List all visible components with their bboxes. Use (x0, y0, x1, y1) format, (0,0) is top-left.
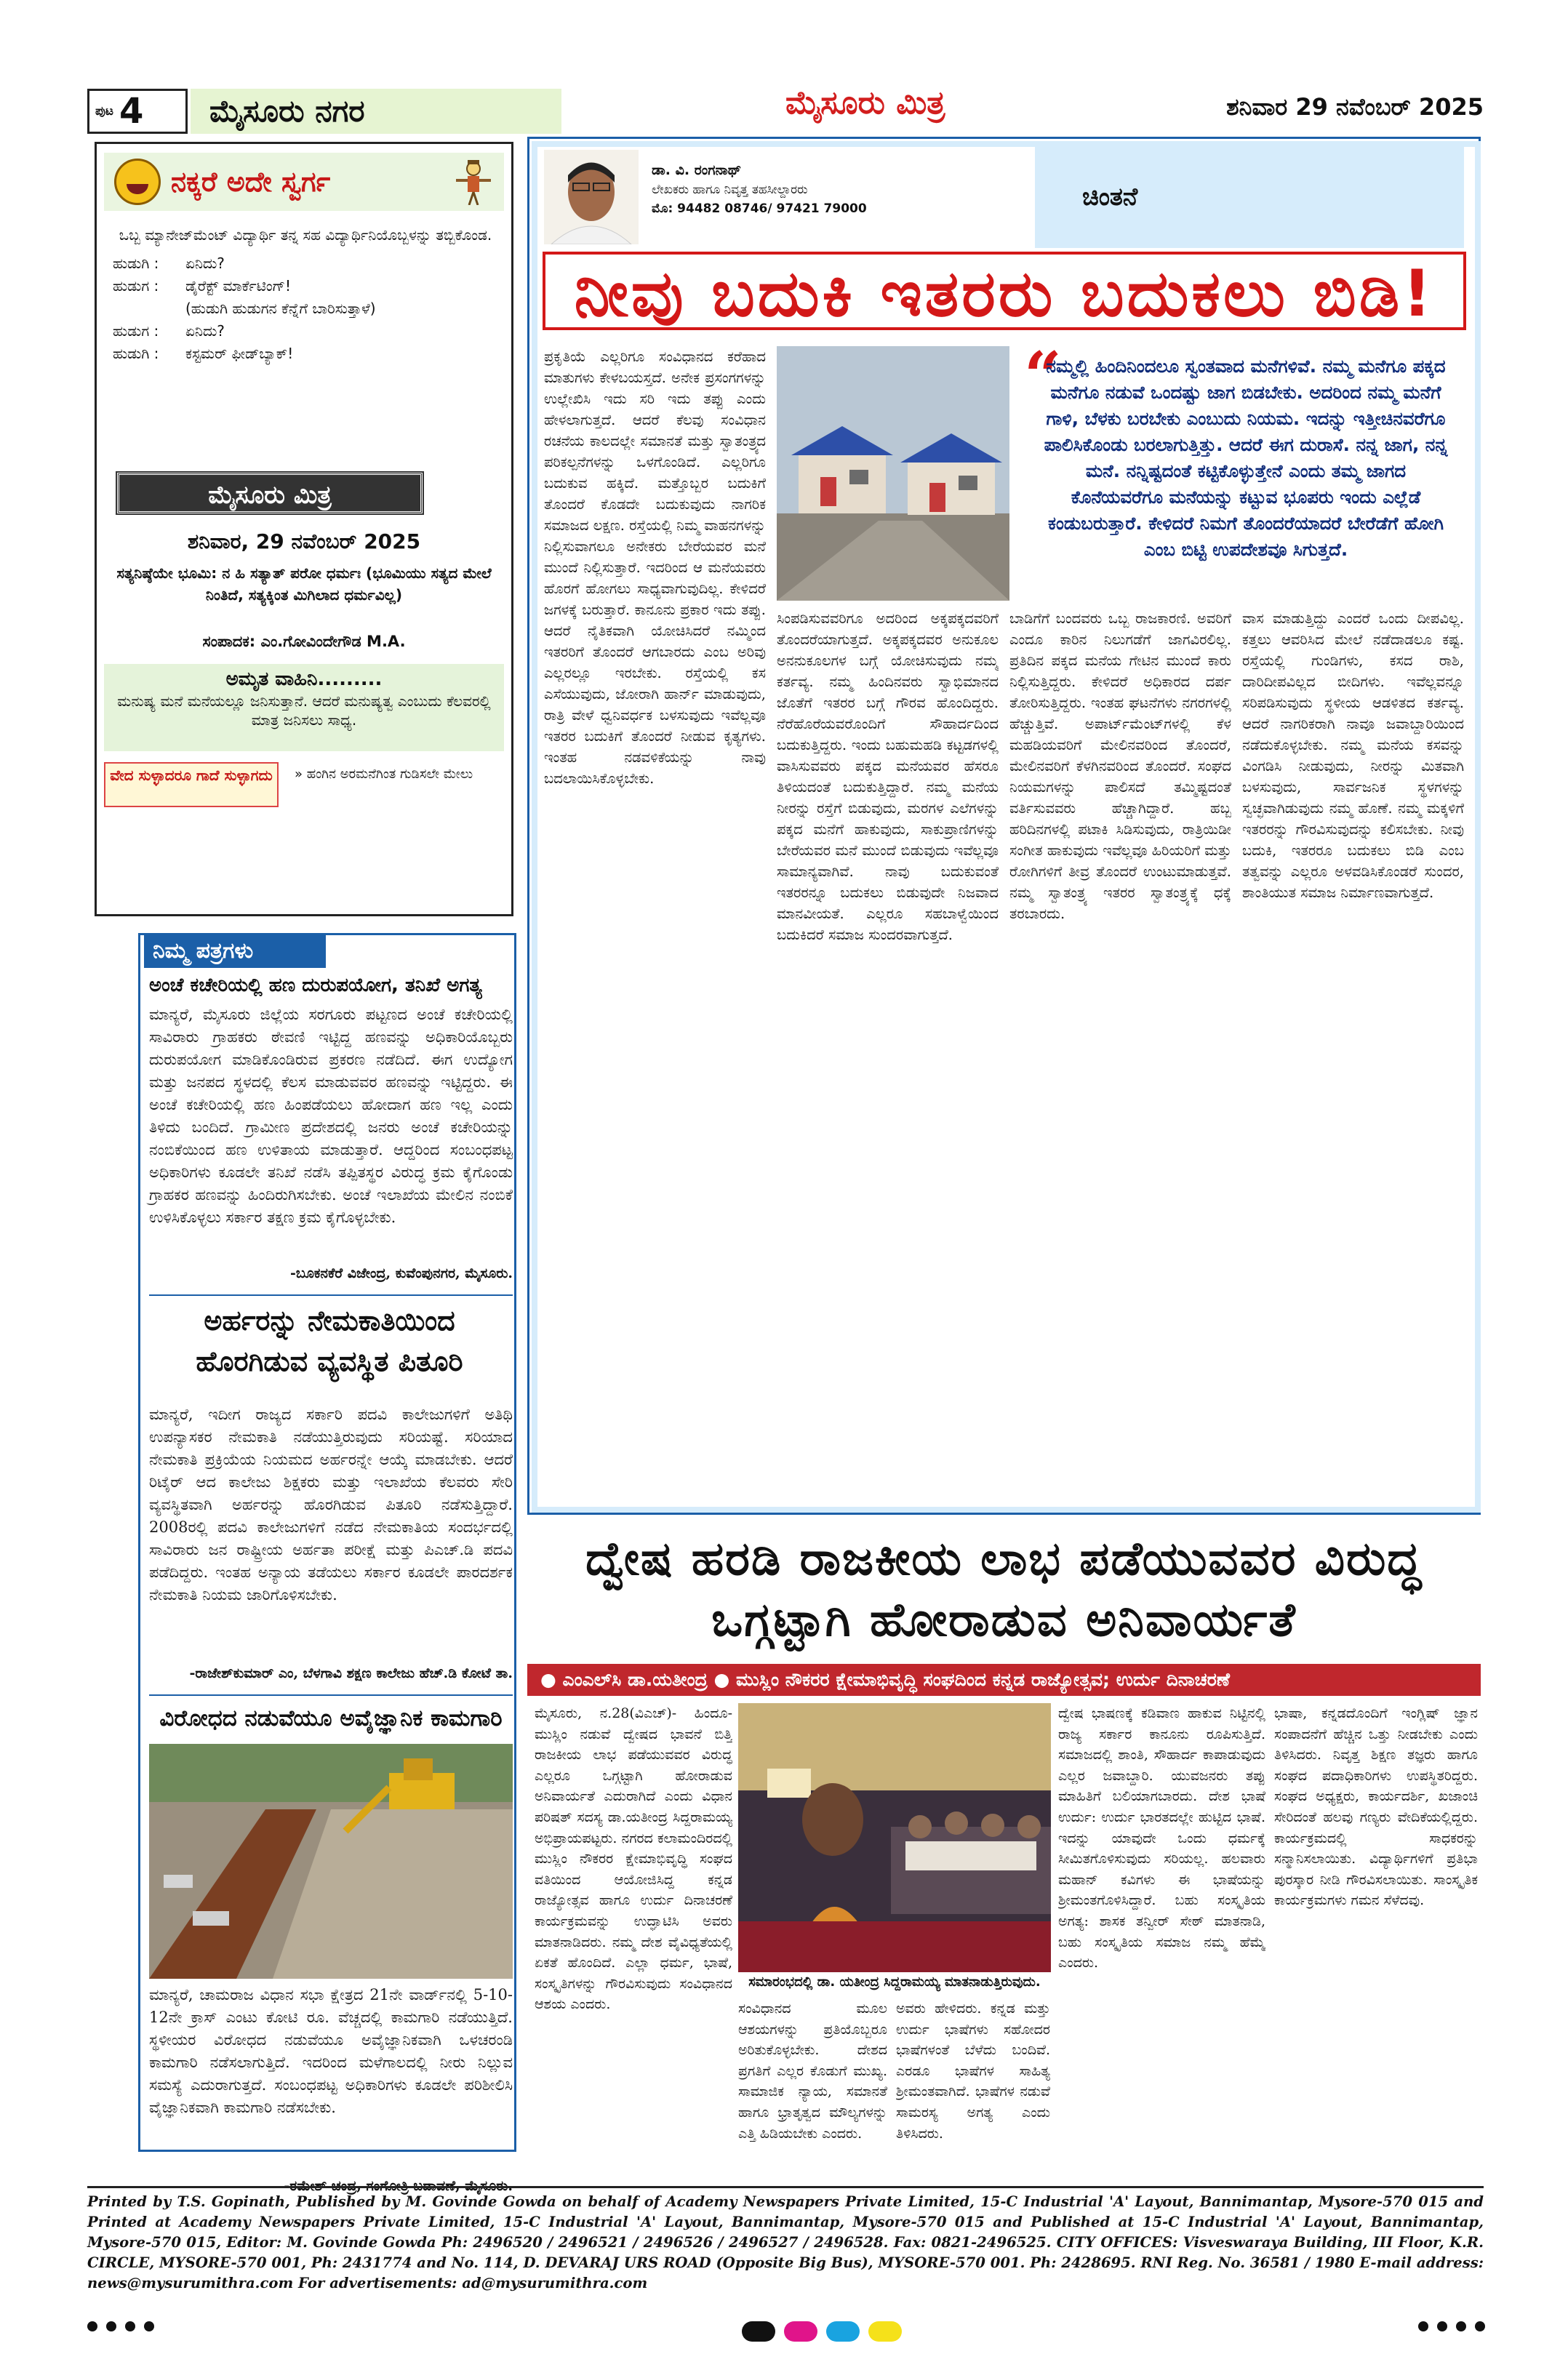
registration-dot (106, 2321, 116, 2331)
author-photo (544, 150, 639, 244)
quote-mark-icon: “ (1024, 337, 1062, 415)
footer-rule (87, 2186, 1484, 2188)
event-photo (738, 1703, 1051, 1972)
laughing-face-icon (114, 159, 161, 205)
road-work-photo (149, 1744, 513, 1979)
registration-dot (125, 2321, 135, 2331)
chinthane-article (527, 137, 1481, 1515)
article-column: ಸಿಂಪಡಿಸುವವರಿಗೂ ಅದರಿಂದ ಅಕ್ಕಪಕ್ಕದವರಿಗೆ ತೊಂದರೆಯಾಗುತ್ತದೆ. ಅಕ್ಕಪಕ್ಕದವರ ಅನುಕೂಲ ಅನನುಕೂಲಗಳ ಬಗ್ಗೆ ಯೋಚಿಸುವುದು ನಮ್ಮ ಕರ್ತವ್ಯ. ನಮ್ಮ ಹಿಂದಿನವರು ಸ್ವಾಭಿಮಾನದ ಜೊತೆಗೆ ಇತರರ ಬಗ್ಗೆ ಗೌರವ ಹೊಂದಿದ್ದರು. ನೆರೆಹೊರೆಯವರೊಂದಿಗೆ ಸೌಹಾರ್ದದಿಂದ ಬದುಕುತ್ತಿದ್ದರು. ಇಂದು ಬಹುಮಹಡಿ ಕಟ್ಟಡಗಳಲ್ಲಿ ವಾಸಿಸುವವರು ಪಕ್ಕದ ಮನೆಯವರ ಹೆಸರೂ ತಿಳಿಯದಂತೆ ಬದುಕುತ್ತಿದ್ದಾರೆ. ನಮ್ಮ ಮನೆಯ ನೀರನ್ನು ರಸ್ತೆಗೆ ಬಿಡುವುದು, ಮರಗಳ ಎಲೆಗಳನ್ನು ಪಕ್ಕದ ಮನೆಗೆ ಹಾಕುವುದು, ಸಾಕುಪ್ರಾಣಿಗಳನ್ನು ಬೇರೆಯವರ ಮನೆ ಮುಂದೆ ಬಿಡುವುದು ಇವೆಲ್ಲವೂ ಸಾಮಾನ್ಯವಾಗಿವೆ. ನಾವು ಬದುಕುವಂತೆ ಇತರರನ್ನೂ ಬದುಕಲು ಬಿಡುವುದೇ ನಿಜವಾದ ಮಾನವೀಯತೆ. ಎಲ್ಲರೂ ಸಹಬಾಳ್ವೆಯಿಂದ ಬದುಕಿದರೆ ಸಮಾಜ ಸುಂದರವಾಗುತ್ತದೆ. (777, 610, 999, 943)
humor-title-box (104, 153, 504, 211)
article-column: ಬಾಡಿಗೆಗೆ ಬಂದವರು ಒಬ್ಬ ರಾಜಕಾರಣಿ. ಅವರಿಗೆ ಎಂದೂ ಕಾರಿನ ನಿಲುಗಡೆಗೆ ಜಾಗವಿರಲಿಲ್ಲ. ಪ್ರತಿದಿನ ಪಕ್ಕದ ಮನೆಯ ಗೇಟಿನ ಮುಂದೆ ಕಾರು ನಿಲ್ಲಿಸುತ್ತಿದ್ದರು. ಕೇಳಿದರೆ ಅಧಿಕಾರದ ದರ್ಪ ತೋರಿಸುತ್ತಿದ್ದರು. ಇಂತಹ ಘಟನೆಗಳು ನಗರಗಳಲ್ಲಿ ಹೆಚ್ಚುತ್ತಿವೆ. ಅಪಾರ್ಟ್‌ಮೆಂಟ್‌ಗಳಲ್ಲಿ ಕೆಳ ಮಹಡಿಯವರಿಗೆ ಮೇಲಿನವರಿಂದ ತೊಂದರೆ, ಮೇಲಿನವರಿಗೆ ಕೆಳಗಿನವರಿಂದ ತೊಂದರೆ. ಸಂಘದ ನಿಯಮಗಳನ್ನು ಪಾಲಿಸದೆ ತಮ್ಮಿಷ್ಟದಂತೆ ವರ್ತಿಸುವವರು ಹೆಚ್ಚಾಗಿದ್ದಾರೆ. ಹಬ್ಬ ಹರಿದಿನಗಳಲ್ಲಿ ಪಟಾಕಿ ಸಿಡಿಸುವುದು, ರಾತ್ರಿಯಿಡೀ ಸಂಗೀತ ಹಾಕುವುದು ಇವೆಲ್ಲವೂ ಹಿರಿಯರಿಗೆ ಮತ್ತು ರೋಗಿಗಳಿಗೆ ತೀವ್ರ ತೊಂದರೆ ಉಂಟುಮಾಡುತ್ತವೆ. ನಮ್ಮ ಸ್ವಾತಂತ್ರ್ಯ ಇತರರ ಸ್ವಾತಂತ್ರ್ಯಕ್ಕೆ ಧಕ್ಕೆ ತರಬಾರದು. (1009, 610, 1231, 922)
imprint-line: Printed by T.S. Gopinath, Published by M. Govinde Gowda on behalf of Academy Newspapers Private Limited, 15-C Industrial 'A' Layout, Bannimantap, Mysore-570 015 and Printed at Academy Newspapers Private Limited, 15-C Industrial 'A' Layout, Bannimantap, Mysore-570 015 and Published at 15-C Industrial 'A' Layout, Bannimantap, Mysore-570 015, Editor: M. Govinde Gowda Ph: 2496520 / 2496521 / 2496526 / 2496527 / 2496528. Fax: 0821-2496525. CITY OFFICES: Visveswaraya Building, III Floor, K.R. CIRCLE, MYSORE-570 001, Ph: 2431774 and No. 114, D. DEVARAJ URS ROAD (Opposite Big Bus), MYSORE-570 001. Ph: 2428695. RNI Reg. No. 36581 / 1980 E-mail address: news@mysurumithra.com For advertisements: ad@mysurumithra.com (87, 2193, 1484, 2291)
author-phone: ಮೊ: 94482 08746/ 97421 79000 (652, 201, 867, 216)
amrutha-title: ಅಮೃತ ವಾಹಿನಿ......... (225, 668, 383, 690)
author-role: ಲೇಖಕರು ಹಾಗೂ ನಿವೃತ್ತ ತಹಸೀಲ್ದಾರರು (652, 183, 808, 197)
joke-line: ಹುಡುಗಿ : ಏನಿದು? (113, 255, 225, 272)
news-headline: ದ್ವೇಷ ಹರಡಿ ರಾಜಕೀಯ ಲಾಭ ಪಡೆಯುವವರ ವಿರುದ್ಧ ಒಗ್ಗಟ್ಟಾಗಿ ಹೋರಾಡುವ ಅನಿವಾರ್ಯತೆ (585, 1532, 1423, 1647)
pull-quote-text: ನಮ್ಮಲ್ಲಿ ಹಿಂದಿನಿಂದಲೂ ಸ್ವಂತವಾದ ಮನೆಗಳಿವೆ. ನಮ್ಮ ಮನೆಗೂ ಪಕ್ಕದ ಮನೆಗೂ ನಡುವೆ ಒಂದಷ್ಟು ಜಾಗ ಬಿಡಬೇಕು. ಅದರಿಂದ ನಮ್ಮ ಮನೆಗೆ ಗಾಳಿ, ಬೆಳಕು ಬರಬೇಕು ಎಂಬುದು ನಿಯಮ. ಇದನ್ನು ಇತ್ತೀಚಿನವರೆಗೂ ಪಾಲಿಸಿಕೊಂಡು ಬರಲಾಗುತ್ತಿತ್ತು. ಆದರೆ ಈಗ ದುರಾಸೆ. ನನ್ನ ಜಾಗ, ನನ್ನ ಮನೆ. ನನ್ನಿಷ್ಟದಂತೆ ಕಟ್ಟಿಕೊಳ್ಳುತ್ತೇನೆ ಎಂದು ತಮ್ಮ ಜಾಗದ ಕೊನೆಯವರೆಗೂ ಮನೆಯನ್ನು ಕಟ್ಟುವ ಭೂಪರು ಇಂದು ಎಲ್ಲೆಡೆ ಕಂಡುಬರುತ್ತಾರೆ. ಕೇಳಿದರೆ ನಿಮಗೆ ತೊಂದರೆಯಾದರೆ ಬೇರೆಡೆಗೆ ಹೋಗಿ ಎಂಬ ಬಿಟ್ಟಿ ಉಪದೇಶವೂ ಸಿಗುತ್ತದೆ. (1044, 356, 1448, 560)
masthead-logo: ಮೈಸೂರು ಮಿತ್ರ (785, 84, 945, 121)
letter-body: ಮಾನ್ಯರೆ, ಮೈಸೂರು ಜಿಲ್ಲೆಯ ಸರಗೂರು ಪಟ್ಟಣದ ಅಂಚೆ ಕಚೇರಿಯಲ್ಲಿ ಸಾವಿರಾರು ಗ್ರಾಹಕರು ಠೇವಣಿ ಇಟ್ಟಿದ್ದ ಹಣವನ್ನು ಅಧಿಕಾರಿಯೊಬ್ಬರು ದುರುಪಯೋಗ ಮಾಡಿಕೊಂಡಿರುವ ಪ್ರಕರಣ ನಡೆದಿದೆ. ಈಗ ಉದ್ಯೋಗ ಮತ್ತು ಜನಪದ ಸ್ಥಳದಲ್ಲಿ ಕೆಲಸ ಮಾಡುವವರ ಹಣವನ್ನು ಇಟ್ಟಿದ್ದರು. ಈ ಅಂಚೆ ಕಚೇರಿಯಲ್ಲಿ ಹಣ ಹಿಂಪಡೆಯಲು ಹೋದಾಗ ಹಣ ಇಲ್ಲ ಎಂದು ತಿಳಿದು ಬಂದಿದೆ. ಗ್ರಾಮೀಣ ಪ್ರದೇಶದಲ್ಲಿ ಜನರು ಅಂಚೆ ಕಚೇರಿಯನ್ನು ನಂಬಿಕೆಯಿಂದ ಹಣ ಉಳಿತಾಯ ಮಾಡುತ್ತಾರೆ. ಆದ್ದರಿಂದ ಸಂಬಂಧಪಟ್ಟ ಅಧಿಕಾರಿಗಳು ಕೂಡಲೇ ತನಿಖೆ ನಡೆಸಿ ತಪ್ಪಿತಸ್ಥರ ವಿರುದ್ಧ ಕ್ರಮ ಕೈಗೊಂಡು ಗ್ರಾಹಕರ ಹಣವನ್ನು ಹಿಂದಿರುಗಿಸಬೇಕು. ಅಂಚೆ ಇಲಾಖೆಯ ಮೇಲಿನ ನಂಬಿಕೆ ಉಳಿಸಿಕೊಳ್ಳಲು ಸರ್ಕಾರ ತಕ್ಷಣ ಕ್ರಮ ಕೈಗೊಳ್ಳಬೇಕು. (149, 1006, 513, 1226)
news-column: ಸಂವಿಧಾನದ ಮೂಲ ಆಶಯಗಳನ್ನು ಪ್ರತಿಯೊಬ್ಬರೂ ಅರಿತುಕೊಳ್ಳಬೇಕು. ದೇಶದ ಪ್ರಗತಿಗೆ ಎಲ್ಲರ ಕೊಡುಗೆ ಮುಖ್ಯ. ಸಾಮಾಜಿಕ ನ್ಯಾಯ, ಸಮಾನತೆ ಹಾಗೂ ಭ್ರಾತೃತ್ವದ ಮೌಲ್ಯಗಳನ್ನು ಎತ್ತಿ ಹಿಡಿಯಬೇಕು ಎಂದರು. (738, 2001, 887, 2142)
letter-body: ಮಾನ್ಯರೆ, ಚಾಮರಾಜ ವಿಧಾನ ಸಭಾ ಕ್ಷೇತ್ರದ 21ನೇ ವಾರ್ಡ್‌ನಲ್ಲಿ 5-10-12ನೇ ಕ್ರಾಸ್ ಎಂಟು ಕೋಟಿ ರೂ. ವೆಚ್ಚದಲ್ಲಿ ಕಾಮಗಾರಿ ನಡೆಯುತ್ತಿದೆ. ಸ್ಥಳೀಯರ ವಿರೋಧದ ನಡುವೆಯೂ ಅವೈಜ್ಞಾನಿಕವಾಗಿ ಒಳಚರಂಡಿ ಕಾಮಗಾರಿ ನಡೆಸಲಾಗುತ್ತಿದೆ. ಇದರಿಂದ ಮಳೆಗಾಲದಲ್ಲಿ ನೀರು ನಿಲ್ಲುವ ಸಮಸ್ಯೆ ಎದುರಾಗುತ್ತದೆ. ಸಂಬಂಧಪಟ್ಟ ಅಧಿಕಾರಿಗಳು ಕೂಡಲೇ ಪರಿಶೀಲಿಸಿ ವೈಜ್ಞಾನಿಕವಾಗಿ ಕಾಮಗಾರಿ ನಡೆಸಬೇಕು. (149, 1986, 513, 2116)
brand-banner: ಮೈಸೂರು ಮಿತ್ರ (117, 473, 423, 513)
registration-dot (87, 2321, 97, 2331)
page-label: ಪುಟ (95, 104, 113, 119)
letter-title: ವಿರೋಧದ ನಡುವೆಯೂ ಅವೈಜ್ಞಾನಿಕ ಕಾಮಗಾರಿ (159, 1705, 503, 1732)
news-column: ಮೈಸೂರು, ನ.28(ವಿಎಚ್)- ಹಿಂದೂ-ಮುಸ್ಲಿಂ ನಡುವೆ ದ್ವೇಷದ ಭಾವನೆ ಬಿತ್ತಿ ರಾಜಕೀಯ ಲಾಭ ಪಡೆಯುವವರ ವಿರುದ್ಧ ಎಲ್ಲರೂ ಒಗ್ಗಟ್ಟಾಗಿ ಹೋರಾಡುವ ಅನಿವಾರ್ಯತೆ ಎದುರಾಗಿದೆ ಎಂದು ವಿಧಾನ ಪರಿಷತ್ ಸದಸ್ಯ ಡಾ.ಯತೀಂದ್ರ ಸಿದ್ದರಾಮಯ್ಯ ಅಭಿಪ್ರಾಯಪಟ್ಟರು. ನಗರದ ಕಲಾಮಂದಿರದಲ್ಲಿ ಮುಸ್ಲಿಂ ನೌಕರರ ಕ್ಷೇಮಾಭಿವೃದ್ಧಿ ಸಂಘದ ವತಿಯಿಂದ ಆಯೋಜಿಸಿದ್ದ ಕನ್ನಡ ರಾಜ್ಯೋತ್ಸವ ಹಾಗೂ ಉರ್ದು ದಿನಾಚರಣೆ ಕಾರ್ಯಕ್ರಮವನ್ನು ಉದ್ಘಾಟಿಸಿ ಅವರು ಮಾತನಾಡಿದರು. ನಮ್ಮ ದೇಶ ವೈವಿಧ್ಯತೆಯಲ್ಲಿ ಏಕತೆ ಹೊಂದಿದೆ. ಎಲ್ಲಾ ಧರ್ಮ, ಭಾಷೆ, ಸಂಸ್ಕೃತಿಗಳನ್ನು ಗೌರವಿಸುವುದು ಸಂವಿಧಾನದ ಆಶಯ ಎಂದರು. (535, 1705, 732, 2013)
joke-line: ಹುಡುಗಿ : ಕಸ್ಟಮರ್ ಫೀಡ್‌ಬ್ಯಾಕ್! (113, 345, 294, 362)
section-name: ಮೈಸೂರು ನಗರ (209, 93, 365, 129)
registration-bar (868, 2321, 902, 2342)
proverb-box (104, 762, 504, 807)
letter-body: ಮಾನ್ಯರೆ, ಇದೀಗ ರಾಜ್ಯದ ಸರ್ಕಾರಿ ಪದವಿ ಕಾಲೇಜುಗಳಿಗೆ ಅತಿಥಿ ಉಪನ್ಯಾಸಕರ ನೇಮಕಾತಿ ನಡೆಯುತ್ತಿರುವುದು ಸರಿಯಷ್ಟೆ. ಸರಿಯಾದ ನೇಮಕಾತಿ ಪ್ರಕ್ರಿಯೆಯ ನಿಯಮದ ಅರ್ಹರನ್ನೇ ಆಯ್ಕೆ ಮಾಡಬೇಕು. ಆದರೆ ರಿಟೈರ್ ಆದ ಕಾಲೇಜು ಶಿಕ್ಷಕರು ಮತ್ತು ಇಲಾಖೆಯ ಕೆಲವರು ಸೇರಿ ವ್ಯವಸ್ಥಿತವಾಗಿ ಅರ್ಹರನ್ನು ಹೊರಗಿಡುವ ಪಿತೂರಿ ನಡೆಸುತ್ತಿದ್ದಾರೆ. 2008ರಲ್ಲಿ ಪದವಿ ಕಾಲೇಜುಗಳಿಗೆ ನಡೆದ ನೇಮಕಾತಿಯ ಸಂದರ್ಭದಲ್ಲಿ ಸಾವಿರಾರು ಜನ ರಾಷ್ಟ್ರೀಯ ಅರ್ಹತಾ ಪರೀಕ್ಷೆ ಮತ್ತು ಪಿಎಚ್.ಡಿ ಪದವಿ ಪಡೆದಿದ್ದರು. ಇಂತಹ ಅನ್ಯಾಯ ತಡೆಯಲು ಸರ್ಕಾರ ಕೂಡಲೇ ಪಾರದರ್ಶಕ ನೇಮಕಾತಿ ನಿಯಮ ಜಾರಿಗೊಳಿಸಬೇಕು. (149, 1406, 513, 1604)
houses-photo (777, 346, 1009, 601)
chinthane-headline: ನೀವು ಬದುಕಿ ಇತರರು ಬದುಕಲು ಬಿಡಿ! (543, 252, 1466, 330)
author-name: ಡಾ. ವಿ. ರಂಗನಾಥ್ (652, 162, 742, 178)
letter-title: ಅಂಚೆ ಕಚೇರಿಯಲ್ಲಿ ಹಣ ದುರುಪಯೋಗ, ತನಿಖೆ ಅಗತ್ಯ (149, 974, 482, 996)
divider (149, 1294, 513, 1296)
dateline: ಶನಿವಾರ 29 ನವೆಂಬರ್ 2025 (1226, 93, 1484, 121)
registration-dot (1456, 2321, 1466, 2331)
news-column: ದ್ವೇಷ ಭಾಷಣಕ್ಕೆ ಕಡಿವಾಣ ಹಾಕುವ ನಿಟ್ಟಿನಲ್ಲಿ ರಾಜ್ಯ ಸರ್ಕಾರ ಕಾನೂನು ರೂಪಿಸುತ್ತಿದೆ. ಸಮಾಜದಲ್ಲಿ ಶಾಂತಿ, ಸೌಹಾರ್ದ ಕಾಪಾಡುವುದು ಎಲ್ಲರ ಜವಾಬ್ದಾರಿ. ಯುವಜನರು ತಪ್ಪು ಮಾಹಿತಿಗೆ ಬಲಿಯಾಗಬಾರದು. ದೇಶ ಭಾಷೆ ಉರ್ದು: ಉರ್ದು ಭಾರತದಲ್ಲೇ ಹುಟ್ಟಿದ ಭಾಷೆ. ಇದನ್ನು ಯಾವುದೇ ಒಂದು ಧರ್ಮಕ್ಕೆ ಸೀಮಿತಗೊಳಿಸುವುದು ಸರಿಯಲ್ಲ. ಹಲವಾರು ಮಹಾನ್ ಕವಿಗಳು ಈ ಭಾಷೆಯನ್ನು ಶ್ರೀಮಂತಗೊಳಿಸಿದ್ದಾರೆ. ಬಹು ಸಂಸ್ಕೃತಿಯ ಅಗತ್ಯ: ಶಾಸಕ ತನ್ವೀರ್ ಸೇಠ್ ಮಾತನಾಡಿ, ಬಹು ಸಂಸ್ಕೃತಿಯ ಸಮಾಜ ನಮ್ಮ ಹೆಮ್ಮೆ ಎಂದರು. (1058, 1705, 1265, 1971)
registration-dot (144, 2321, 154, 2331)
color-registration-marks (742, 2321, 902, 2342)
registration-dot (1475, 2321, 1485, 2331)
news-column: ಅವರು ಹೇಳಿದರು. ಕನ್ನಡ ಮತ್ತು ಉರ್ದು ಭಾಷೆಗಳು ಸಹೋದರ ಭಾಷೆಗಳಂತೆ ಬೆಳೆದು ಬಂದಿವೆ. ಎರಡೂ ಭಾಷೆಗಳ ಸಾಹಿತ್ಯ ಶ್ರೀಮಂತವಾಗಿದೆ. ಭಾಷೆಗಳ ನಡುವೆ ಸಾಮರಸ್ಯ ಅಗತ್ಯ ಎಂದು ತಿಳಿಸಿದರು. (896, 2001, 1050, 2142)
registration-bar (742, 2321, 775, 2342)
joke-line: ಹುಡುಗ : ಏನಿದು? (113, 322, 225, 340)
chinthane-label: ಚಿಂತನೆ (1082, 183, 1138, 212)
letter-signature: -ಬೂಕನಕೆರೆ ವಿಜೇಂದ್ರ, ಕುವೆಂಪುನಗರ, ಮೈಸೂರು. (289, 1265, 513, 1281)
editor-line: ಸಂಪಾದಕ: ಎಂ.ಗೋವಿಂದೇಗೌಡ M.A. (202, 633, 406, 650)
letters-heading: ನಿಮ್ಮ ಪತ್ರಗಳು (144, 934, 326, 968)
joke-text (113, 224, 498, 365)
proverb-label: ವೇದ ಸುಳ್ಳಾದರೂ ಗಾದೆ ಸುಳ್ಳಾಗದು (104, 762, 279, 807)
page-header (87, 81, 1484, 140)
amrutha-text: ಮನುಷ್ಯ ಮನೆ ಮನೆಯಲ್ಲೂ ಜನಿಸುತ್ತಾನೆ. ಆದರೆ ಮನುಷ್ಯತ್ವ ಎಂಬುದು ಕೆಲವರಲ್ಲಿ ಮಾತ್ರ ಜನಿಸಲು ಸಾಧ್ಯ. (117, 692, 491, 729)
brand-date: ಶನಿವಾರ, 29 ನವೆಂಬರ್ 2025 (187, 529, 421, 553)
divider (149, 1694, 513, 1696)
pull-quote (1024, 337, 1468, 593)
registration-bar (826, 2321, 860, 2342)
humor-box (95, 142, 513, 916)
registration-bar (784, 2321, 817, 2342)
page-number: 4 (119, 91, 144, 132)
amrutha-vahini-box (104, 664, 504, 751)
registration-dot (1437, 2321, 1447, 2331)
scarecrow-icon (453, 160, 494, 205)
photo-caption: ಸಮಾರಂಭದಲ್ಲಿ ಡಾ. ಯತೀಂದ್ರ ಸಿದ್ದರಾಮಯ್ಯ ಮಾತನಾಡುತ್ತಿರುವುದು. (748, 1974, 1041, 1990)
joke-intro: ಒಬ್ಬ ಮ್ಯಾನೇಜ್‌ಮೆಂಟ್ ವಿದ್ಯಾರ್ಥಿ ತನ್ನ ಸಹ ವಿದ್ಯಾರ್ಥಿನಿಯೊಬ್ಬಳನ್ನು ತಬ್ಬಿಕೊಂಡ. (119, 226, 492, 244)
news-column: ಭಾಷಾ, ಕನ್ನಡದೊಂದಿಗೆ ಇಂಗ್ಲಿಷ್ ಜ್ಞಾನ ಸಂಪಾದನೆಗೆ ಹೆಚ್ಚಿನ ಒತ್ತು ನೀಡಬೇಕು ಎಂದು ತಿಳಿಸಿದರು. ನಿವೃತ್ತ ಶಿಕ್ಷಣ ತಜ್ಞರು ಹಾಗೂ ಸಂಘದ ಪದಾಧಿಕಾರಿಗಳು ಉಪಸ್ಥಿತರಿದ್ದರು. ಸಂಘದ ಅಧ್ಯಕ್ಷರು, ಕಾರ್ಯದರ್ಶಿ, ಖಜಾಂಚಿ ಸೇರಿದಂತೆ ಹಲವು ಗಣ್ಯರು ವೇದಿಕೆಯಲ್ಲಿದ್ದರು. ಕಾರ್ಯಕ್ರಮದಲ್ಲಿ ಸಾಧಕರನ್ನು ಸನ್ಮಾನಿಸಲಾಯಿತು. ವಿದ್ಯಾರ್ಥಿಗಳಿಗೆ ಪ್ರತಿಭಾ ಪುರಸ್ಕಾರ ನೀಡಿ ಗೌರವಿಸಲಾಯಿತು. ಸಾಂಸ್ಕೃತಿಕ ಕಾರ್ಯಕ್ರಮಗಳು ಗಮನ ಸೆಳೆದವು. (1274, 1705, 1478, 1909)
article-column: ಪ್ರಕೃತಿಯೆ ಎಲ್ಲರಿಗೂ ಸಂವಿಧಾನದ ಕರೆಹಾದ ಮಾತುಗಳು ಕೇಳಬಯಸ್ತದೆ. ಅನೇಕ ಪ್ರಸಂಗಗಳನ್ನು ಉಲ್ಲೇಖಿಸಿ ಇದು ಸರಿ ಇದು ತಪ್ಪು ಎಂದು ಹೇಳಲಾಗುತ್ತದೆ. ಆದರೆ ಕೆಲವು ಸಂವಿಧಾನ ರಚನೆಯ ಕಾಲದಲ್ಲೇ ಸಮಾನತೆ ಮತ್ತು ಸ್ವಾತಂತ್ರ್ಯದ ಪರಿಕಲ್ಪನೆಗಳನ್ನು ಒಳಗೊಂಡಿದೆ. ಎಲ್ಲರಿಗೂ ಬದುಕುವ ಹಕ್ಕಿದೆ. ಮತ್ತೊಬ್ಬರ ಬದುಕಿಗೆ ತೊಂದರೆ ಕೊಡದೇ ಬದುಕುವುದು ನಾಗರಿಕ ಸಮಾಜದ ಲಕ್ಷಣ. ರಸ್ತೆಯಲ್ಲಿ ನಿಮ್ಮ ವಾಹನಗಳನ್ನು ನಿಲ್ಲಿಸುವಾಗಲೂ ಅನೇಕರು ಬೇರೆಯವರ ಮನೆ ಮುಂದೆ ನಿಲ್ಲಿಸುತ್ತಾರೆ. ಇದರಿಂದ ಆ ಮನೆಯವರು ಹೊರಗೆ ಹೋಗಲು ಸಾಧ್ಯವಾಗುವುದಿಲ್ಲ. ಕೇಳಿದರೆ ಜಗಳಕ್ಕೆ ಬರುತ್ತಾರೆ. ಕಾನೂನು ಪ್ರಕಾರ ಇದು ತಪ್ಪು. ಆದರೆ ನೈತಿಕವಾಗಿ ಯೋಚಿಸಿದರೆ ನಮ್ಮಿಂದ ಇತರರಿಗೆ ತೊಂದರೆ ಆಗಬಾರದು ಎಂಬ ಅರಿವು ಎಲ್ಲರಲ್ಲೂ ಇರಬೇಕು. ರಸ್ತೆಯಲ್ಲಿ ಕಸ ಎಸೆಯುವುದು, ಜೋರಾಗಿ ಹಾರ್ನ್ ಮಾಡುವುದು, ರಾತ್ರಿ ವೇಳೆ ಧ್ವನಿವರ್ಧಕ ಬಳಸುವುದು ಇವೆಲ್ಲವೂ ಇತರರ ಬದುಕಿಗೆ ತೊಂದರೆ ನೀಡುವ ಕೃತ್ಯಗಳು. ಇಂತಹ ನಡವಳಿಕೆಯನ್ನು ನಾವು ಬದಲಾಯಿಸಿಕೊಳ್ಳಬೇಕು. (544, 348, 766, 787)
joke-line: ಹುಡುಗ : ಡೈರೆಕ್ಟ್ ಮಾರ್ಕೆಟಿಂಗ್! (113, 277, 292, 295)
humor-title: ನಕ್ಕರೆ ಅದೇ ಸ್ವರ್ಗ (171, 165, 331, 198)
brand-motto: ಸತ್ಯನಿಷ್ಠೆಯೇ ಭೂಮಿ: ನ ಹಿ ಸತ್ಯಾತ್ ಪರೋ ಧರ್ಮಃ (ಭೂಮಿಯು ಸತ್ಯದ ಮೇಲೆ ನಿಂತಿದೆ, ಸತ್ಯಕ್ಕಿಂತ ಮಿಗಿಲಾದ ಧರ್ಮವಿಲ್ಲ) (116, 564, 492, 604)
registration-marks-right (1418, 2321, 1485, 2331)
registration-marks-left (87, 2321, 154, 2331)
registration-dot (1418, 2321, 1428, 2331)
letter-signature: -ರಾಜೇಶ್‌ಕುಮಾರ್ ಎಂ, ಬೆಳಗಾವಿ ಶಕ್ಷಣ ಕಾಲೇಜು ಹೆಚ್.ಡಿ ಕೋಟೆ ತಾ. (189, 1665, 513, 1681)
letter-title: ಅರ್ಹರನ್ನು ನೇಮಕಾತಿಯಿಂದ ಹೊರಗಿಡುವ ವ್ಯವಸ್ಥಿತ ಪಿತೂರಿ (196, 1305, 463, 1377)
news-subheading-bar: ● ಎಂಎಲ್‌ಸಿ ಡಾ.ಯತೀಂದ್ರ ● ಮುಸ್ಲಿಂ ನೌಕರರ ಕ್ಷೇಮಾಭಿವೃದ್ಧಿ ಸಂಘದಿಂದ ಕನ್ನಡ ರಾಜ್ಯೋತ್ಸವ; ಉರ್ದು ದಿನಾಚರಣೆ (527, 1664, 1481, 1696)
joke-line: (ಹುಡುಗಿ ಹುಡುಗನ ಕೆನ್ನೆಗೆ ಬಾರಿಸುತ್ತಾಳೆ) (185, 300, 376, 317)
article-column: ವಾಸ ಮಾಡುತ್ತಿದ್ದು ಎಂದರೆ ಒಂದು ದೀಪವಿಲ್ಲ. ಕತ್ತಲು ಆವರಿಸಿದ ಮೇಲೆ ನಡೆದಾಡಲೂ ಕಷ್ಟ. ರಸ್ತೆಯಲ್ಲಿ ಗುಂಡಿಗಳು, ಕಸದ ರಾಶಿ, ದಾರಿದೀಪವಿಲ್ಲದ ಬೀದಿಗಳು. ಇವೆಲ್ಲವನ್ನೂ ಸರಿಪಡಿಸುವುದು ಸ್ಥಳೀಯ ಆಡಳಿತದ ಕರ್ತವ್ಯ. ಆದರೆ ನಾಗರಿಕರಾಗಿ ನಾವೂ ಜವಾಬ್ದಾರಿಯಿಂದ ನಡೆದುಕೊಳ್ಳಬೇಕು. ನಮ್ಮ ಮನೆಯ ಕಸವನ್ನು ವಿಂಗಡಿಸಿ ನೀಡುವುದು, ನೀರನ್ನು ಮಿತವಾಗಿ ಬಳಸುವುದು, ಸಾರ್ವಜನಿಕ ಸ್ಥಳಗಳನ್ನು ಸ್ವಚ್ಛವಾಗಿಡುವುದು ನಮ್ಮ ಹೊಣೆ. ನಮ್ಮ ಮಕ್ಕಳಿಗೆ ಇತರರನ್ನು ಗೌರವಿಸುವುದನ್ನು ಕಲಿಸಬೇಕು. ನೀವು ಬದುಕಿ, ಇತರರೂ ಬದುಕಲು ಬಿಡಿ ಎಂಬ ತತ್ವವನ್ನು ಎಲ್ಲರೂ ಅಳವಡಿಸಿಕೊಂಡರೆ ಸುಂದರ, ಶಾಂತಿಯುತ ಸಮಾಜ ನಿರ್ಮಾಣವಾಗುತ್ತದೆ. (1242, 610, 1464, 901)
section-name-box (191, 89, 561, 134)
page-number-box (87, 89, 188, 134)
proverb-text: » ಹಂಗಿನ ಅರಮನೆಗಿಂತ ಗುಡಿಸಲೇ ಮೇಲು (295, 766, 473, 782)
